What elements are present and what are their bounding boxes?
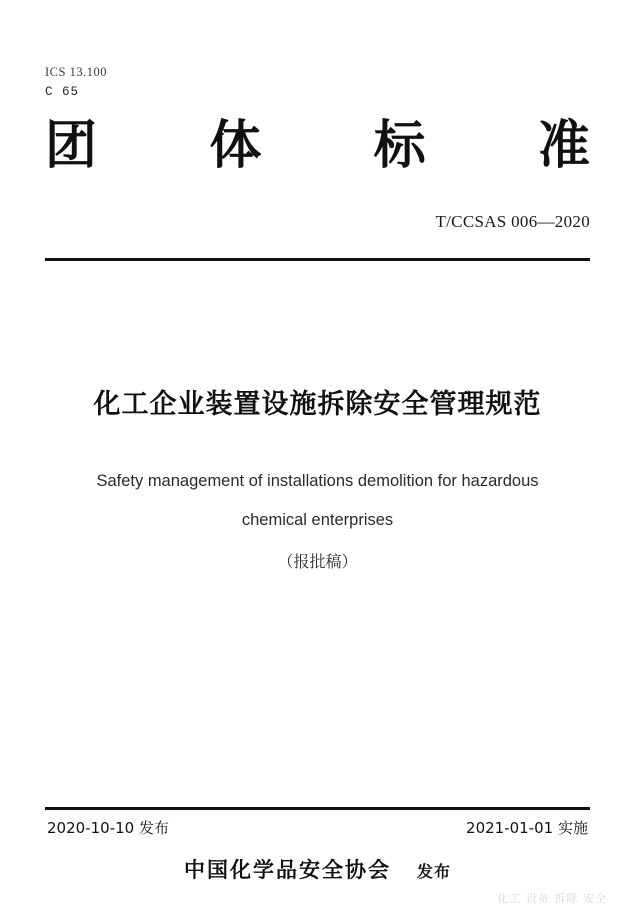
ics-number: ICS 13.100 <box>45 65 107 79</box>
standard-type-char-1: 团 <box>45 116 98 176</box>
standard-type-char-4: 准 <box>537 116 590 176</box>
header-divider-rule <box>45 258 590 261</box>
draft-status-label: （报批稿） <box>277 552 358 571</box>
standard-number: T/CCSAS 006—2020 <box>435 212 590 231</box>
ics-classification-block <box>45 63 107 101</box>
standard-type-heading <box>45 116 590 176</box>
effective-date: 2021-01-01 实施 <box>466 819 588 837</box>
issuer-row <box>0 854 635 884</box>
issuer-organization: 中国化学品安全协会 <box>183 858 391 882</box>
classification-code: C 65 <box>45 85 80 100</box>
issuer-verb: 发布 <box>416 862 451 881</box>
document-title-english-line2: chemical enterprises <box>241 511 394 529</box>
standard-type-char-3: 标 <box>373 116 426 176</box>
standard-type-char-2: 体 <box>209 116 262 176</box>
document-title-english-line1: Safety management of installations demolition for hazardous <box>96 472 539 490</box>
document-title-chinese: 化工企业装置设施拆除安全管理规范 <box>93 389 542 420</box>
issue-date: 2020-10-10 发布 <box>47 819 169 837</box>
page-edge-artifact: 化工 设备 拆除 安全 <box>497 892 607 905</box>
footer-divider-rule <box>45 807 590 810</box>
